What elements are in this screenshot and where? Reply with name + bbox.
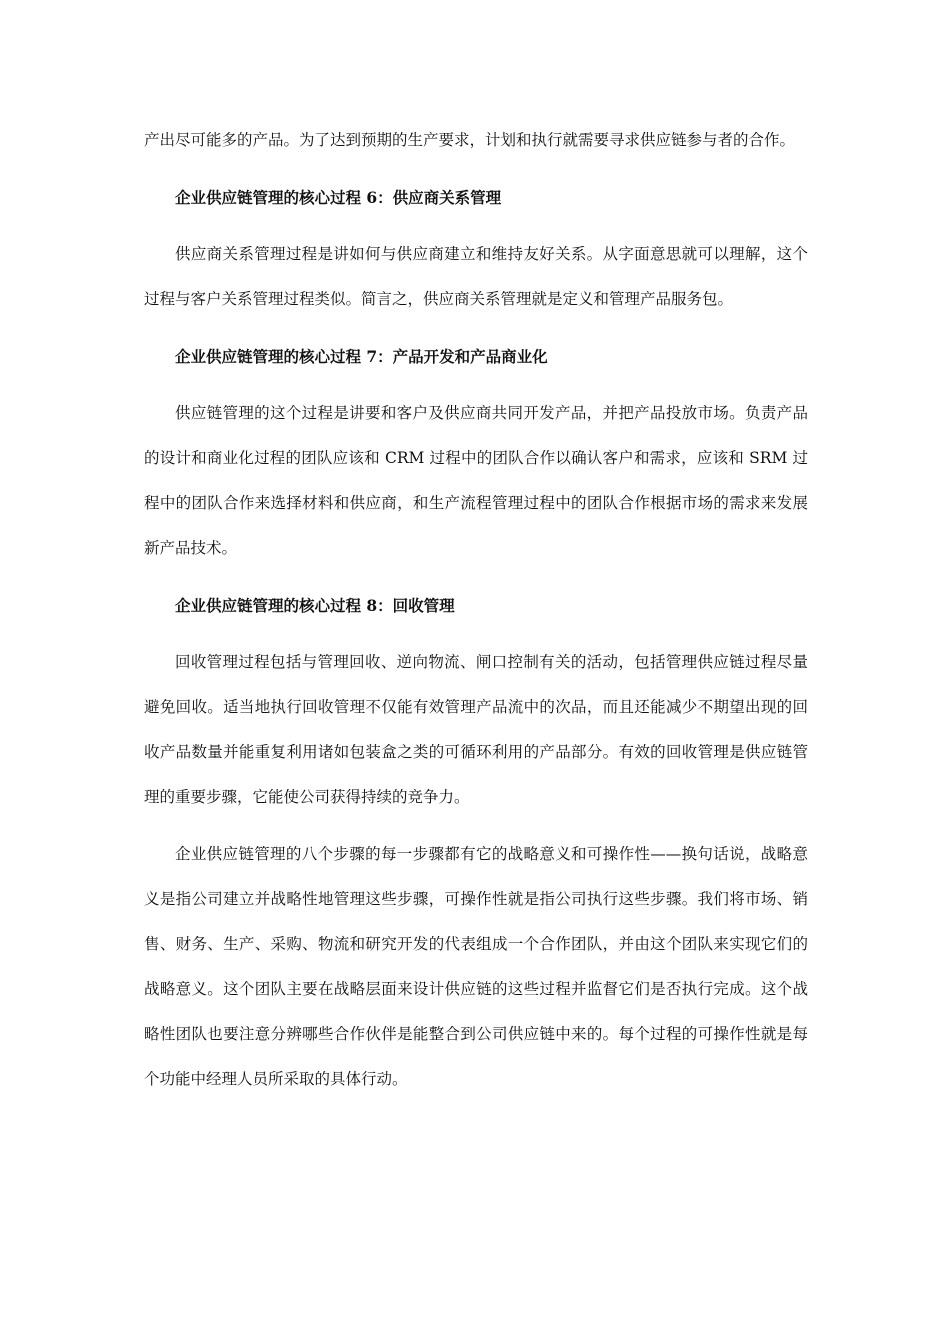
paragraph-product-development: 供应链管理的这个过程是讲要和客户及供应商共同开发产品，并把产品投放市场。负责产品的设计和商业化过程的团队应该和 CRM 过程中的团队合作以确认客户和需求，应该和 SRM 过程中的团队合作来选择材料和供应商，和生产流程管理过程中的团队合作根据市场的需求来发展新产品技术。 <box>144 404 808 557</box>
paragraph-strategic-operational: 企业供应链管理的八个步骤的每一步骤都有它的战略意义和可操作性——换句话说，战略意义是指公司建立并战略性地管理这些步骤，可操作性就是指公司执行这些步骤。我们将市场、销售、财务、生产、采购、物流和研究开发的代表组成一个合作团队，并由这个团队来实现它们的战略意义。这个团队主要在战略层面来设计供应链的这些过程并监督它们是否执行完成。这个战略性团队也要注意分辨哪些合作伙伴是能整合到公司供应链中来的。每个过程的可操作性就是每个功能中经理人员所采取的具体行动。 <box>144 845 808 1088</box>
heading-core-process-7: 企业供应链管理的核心过程 7：产品开发和产品商业化 <box>175 347 548 366</box>
document-body <box>144 118 808 1102</box>
paragraph-production-continued: 产出尽可能多的产品。为了达到预期的生产要求，计划和执行就需要寻求供应链参与者的合作。 <box>144 131 796 149</box>
paragraph-supplier-relationship: 供应商关系管理过程是讲如何与供应商建立和维持友好关系。从字面意思就可以理解，这个过程与客户关系管理过程类似。简言之，供应商关系管理就是定义和管理产品服务包。 <box>144 245 808 308</box>
heading-core-process-6: 企业供应链管理的核心过程 6：供应商关系管理 <box>175 188 502 207</box>
paragraph-returns-management: 回收管理过程包括与管理回收、逆向物流、闸口控制有关的活动，包括管理供应链过程尽量避免回收。适当地执行回收管理不仅能有效管理产品流中的次品，而且还能减少不期望出现的回收产品数量并能重复利用诸如包装盒之类的可循环利用的产品部分。有效的回收管理是供应链管理的重要步骤，它能使公司获得持续的竞争力。 <box>144 653 808 806</box>
heading-core-process-8: 企业供应链管理的核心过程 8：回收管理 <box>175 596 455 615</box>
